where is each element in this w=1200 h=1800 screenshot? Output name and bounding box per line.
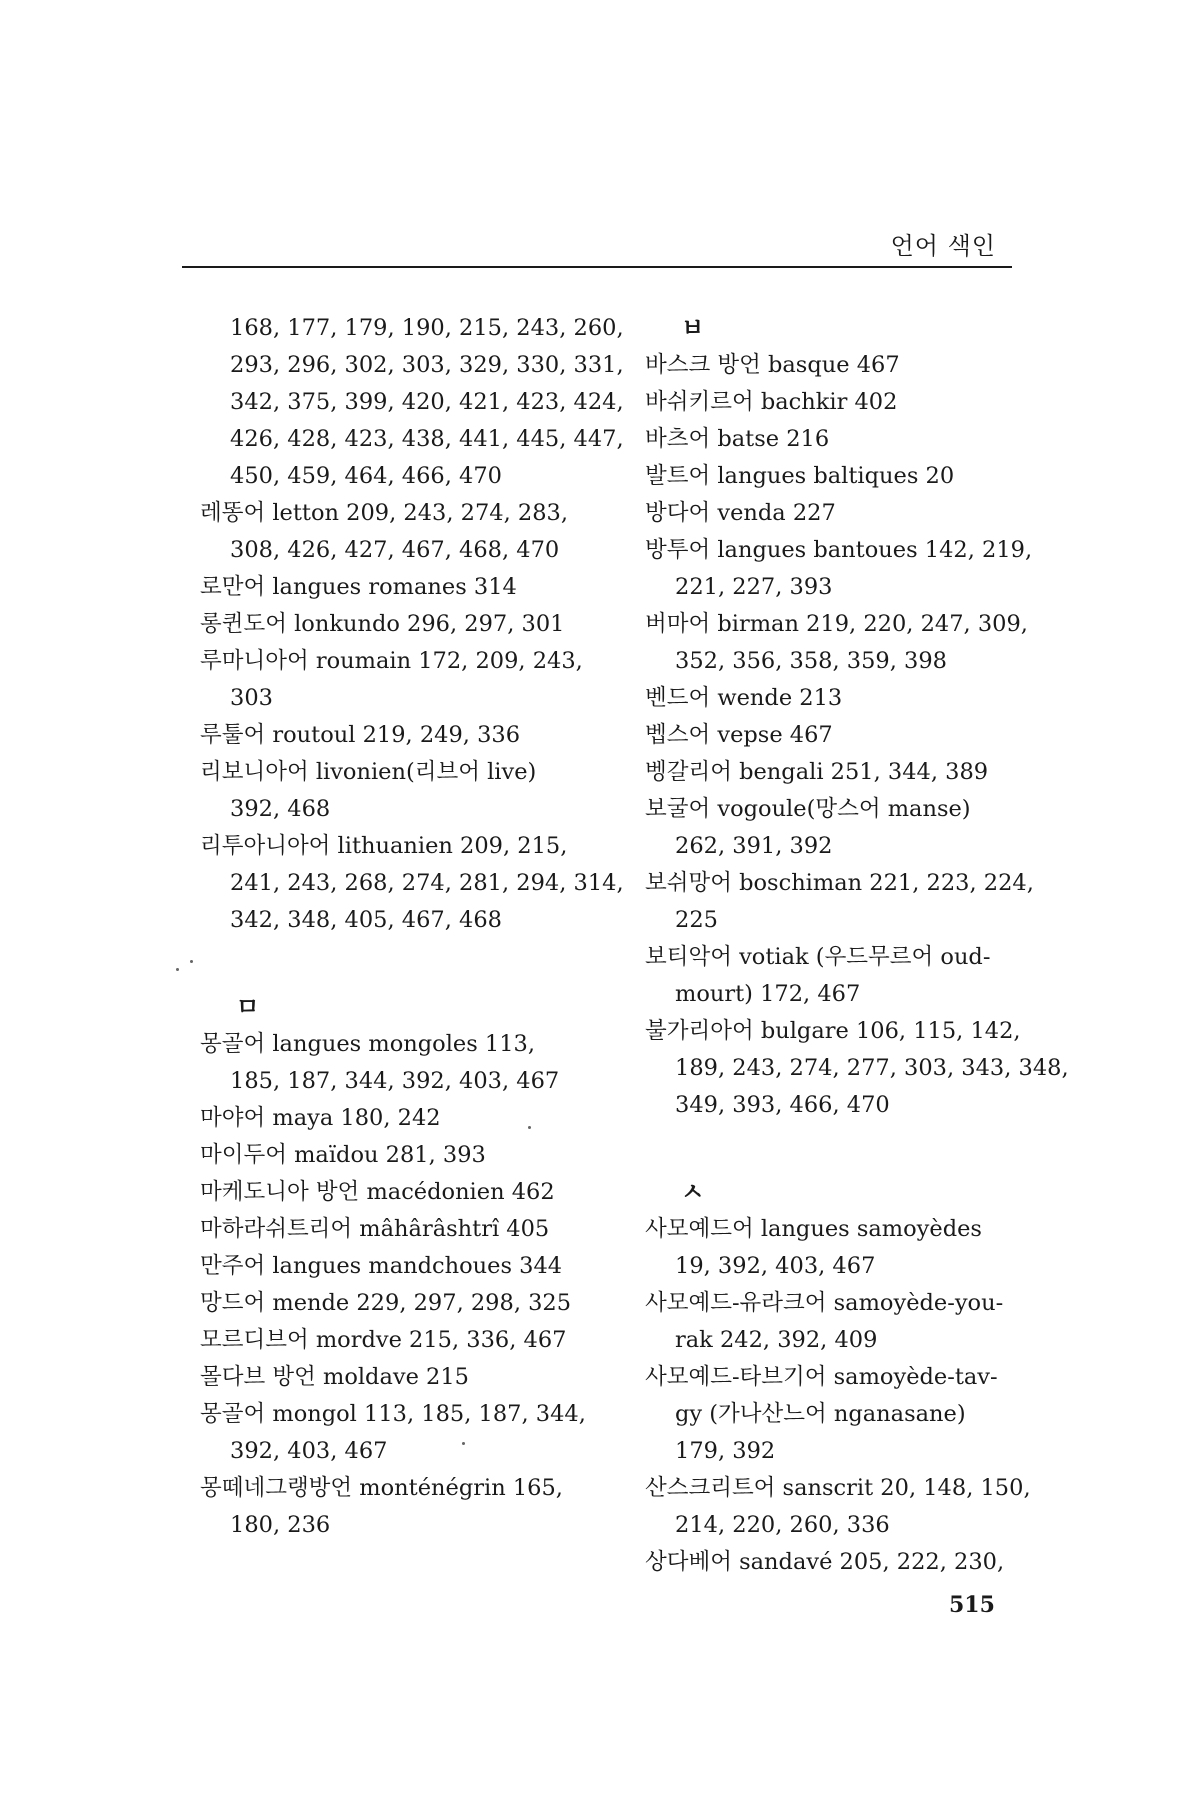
index-line: 19, 392, 403, 467 (675, 1253, 876, 1279)
print-speck (176, 968, 179, 971)
index-entry: 사모예드어 langues samoyèdes (645, 1216, 982, 1242)
index-entry: 마하라쉬트리어 mâhârâshtrî 405 (200, 1216, 550, 1242)
page-header (182, 226, 1012, 266)
index-line: 179, 392 (675, 1438, 776, 1464)
index-entry: 로만어 langues romanes 314 (200, 574, 517, 600)
index-entry: 마야어 maya 180, 242 (200, 1105, 441, 1131)
index-line: 225 (675, 907, 718, 933)
index-line: 293, 296, 302, 303, 329, 330, 331, (230, 352, 624, 378)
index-line: 303 (230, 685, 273, 711)
index-line: 352, 356, 358, 359, 398 (675, 648, 947, 674)
index-entry: 레똥어 letton 209, 243, 274, 283, (200, 500, 568, 526)
section-letter-bieup: ㅂ (681, 314, 705, 342)
left-column (200, 310, 624, 1544)
index-line: 221, 227, 393 (675, 574, 833, 600)
index-line: 189, 243, 274, 277, 303, 343, 348, (675, 1055, 1069, 1081)
section-gap (645, 1124, 1025, 1174)
print-speck (190, 960, 193, 963)
index-entry: 마이두어 maïdou 281, 393 (200, 1142, 486, 1168)
index-entry: 망드어 mende 229, 297, 298, 325 (200, 1290, 572, 1316)
index-entry: 사모예드-타브기어 samoyède-tav- (645, 1364, 998, 1390)
index-entry: 루마니아어 roumain 172, 209, 243, (200, 648, 583, 674)
index-entry: 루툴어 routoul 219, 249, 336 (200, 722, 521, 748)
index-line: mourt) 172, 467 (675, 981, 861, 1007)
header-rule (182, 266, 1012, 268)
index-line: 342, 348, 405, 467, 468 (230, 907, 502, 933)
right-column (645, 310, 1069, 1581)
index-entry: 발트어 langues baltiques 20 (645, 463, 955, 489)
index-line: 342, 375, 399, 420, 421, 423, 424, (230, 389, 624, 415)
index-entry: 몽골어 langues mongoles 113, (200, 1031, 535, 1057)
running-header-title: 언어 색인 (890, 232, 996, 260)
index-line: 168, 177, 179, 190, 215, 243, 260, (230, 315, 624, 341)
index-line: 392, 468 (230, 796, 331, 822)
section-gap (200, 939, 600, 989)
index-entry: 보티악어 votiak (우드무르어 oud- (645, 944, 991, 970)
index-line: 426, 428, 423, 438, 441, 445, 447, (230, 426, 624, 452)
print-speck (462, 1442, 465, 1445)
print-speck (528, 1126, 531, 1129)
index-line: 262, 391, 392 (675, 833, 833, 859)
index-entry: 몰다브 방언 moldave 215 (200, 1364, 469, 1390)
index-line: 349, 393, 466, 470 (675, 1092, 890, 1118)
index-entry: 사모예드-유라크어 samoyède-you- (645, 1290, 1004, 1316)
index-line: 308, 426, 427, 467, 468, 470 (230, 537, 560, 563)
index-entry: 버마어 birman 219, 220, 247, 309, (645, 611, 1028, 637)
index-line: 185, 187, 344, 392, 403, 467 (230, 1068, 560, 1094)
index-entry: 벱스어 vepse 467 (645, 722, 833, 748)
index-line: 241, 243, 268, 274, 281, 294, 314, (230, 870, 624, 896)
index-entry: 방다어 venda 227 (645, 500, 836, 526)
index-entry: 산스크리트어 sanscrit 20, 148, 150, (645, 1475, 1031, 1501)
index-entry: 상다베어 sandavé 205, 222, 230, (645, 1549, 1005, 1575)
index-entry: 바쉬키르어 bachkir 402 (645, 389, 898, 415)
index-line: 180, 236 (230, 1512, 331, 1538)
index-entry: 보굴어 vogoule(망스어 manse) (645, 796, 971, 822)
index-line: gy (가나산느어 nganasane) (675, 1401, 966, 1427)
index-entry: 모르디브어 mordve 215, 336, 467 (200, 1327, 567, 1353)
index-line: 450, 459, 464, 466, 470 (230, 463, 502, 489)
index-line: 392, 403, 467 (230, 1438, 388, 1464)
index-entry: 불가리아어 bulgare 106, 115, 142, (645, 1018, 1021, 1044)
index-entry: 보쉬망어 boschiman 221, 223, 224, (645, 870, 1034, 896)
index-entry: 리투아니아어 lithuanien 209, 215, (200, 833, 568, 859)
index-entry: 벤드어 wende 213 (645, 685, 843, 711)
index-entry: 롱퀸도어 lonkundo 296, 297, 301 (200, 611, 565, 637)
section-letter-mieum: ㅁ (236, 993, 260, 1021)
index-entry: 벵갈리어 bengali 251, 344, 389 (645, 759, 989, 785)
index-entry: 만주어 langues mandchoues 344 (200, 1253, 563, 1279)
index-entry: 리보니아어 livonien(리브어 live) (200, 759, 537, 785)
page-number: 515 (949, 1592, 995, 1618)
index-entry: 바츠어 batse 216 (645, 426, 830, 452)
section-letter-siot: ㅅ (681, 1178, 705, 1206)
index-line: 214, 220, 260, 336 (675, 1512, 890, 1538)
index-entry: 방투어 langues bantoues 142, 219, (645, 537, 1033, 563)
index-entry: 바스크 방언 basque 467 (645, 352, 900, 378)
index-entry: 몽떼네그랭방언 monténégrin 165, (200, 1475, 563, 1501)
index-line: rak 242, 392, 409 (675, 1327, 878, 1353)
index-entry: 마케도니아 방언 macédonien 462 (200, 1179, 555, 1205)
index-entry: 몽골어 mongol 113, 185, 187, 344, (200, 1401, 586, 1427)
